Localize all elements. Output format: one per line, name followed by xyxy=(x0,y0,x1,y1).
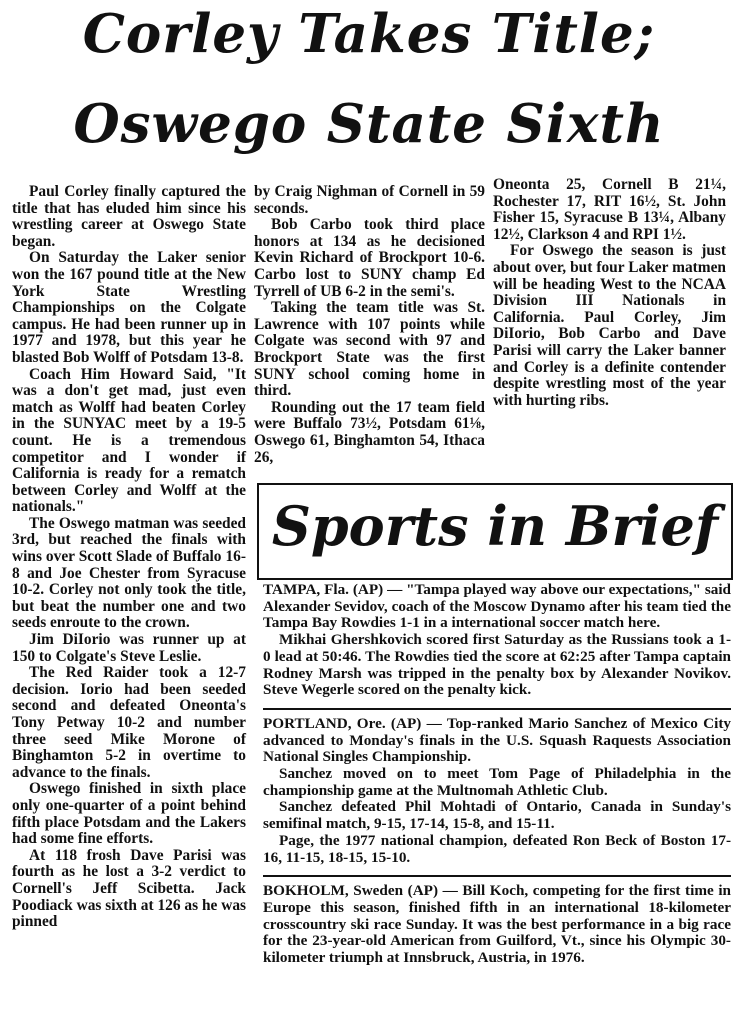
story-paragraph: Oneonta 25, Cornell B 21¼, Rochester 17, RIT 16½, St. John Fisher 15, Syracuse B 13¼, Albany 12½, Clarkson 4 and RPI 1½. xyxy=(493,176,726,243)
story-paragraph: The Red Raider took a 12-7 decision. Iorio had been seeded second and defeated Oneonta's Tony Petway 10-2 and number three seed Mike Morone of Binghamton 5-2 in overtime to advance to the finals. xyxy=(12,664,246,781)
story-paragraph: On Saturday the Laker senior won the 167 pound title at the New York State Wrestling Championships on the Colgate campus. He had been runner up in 1977 and 1978, but this year he blasted Bob Wolff of Potsdam 13-8. xyxy=(12,249,246,366)
story-column-1 xyxy=(12,184,246,931)
brief-paragraph: Sanchez moved on to meet Tom Page of Philadelphia in the championship game at the Multnomah Athletic Club. xyxy=(263,765,731,799)
brief-paragraph: BOKHOLM, Sweden (AP) — Bill Koch, competing for the first time in Europe this season, finished fifth in an international 18-kilometer crosscountry ski race Sunday. It was the best performance in a big race for the 23-year-old American from Guilford, Vt., since his Olympic 30-kilometer triumph at Innsbruck, Austria, in 1976. xyxy=(263,882,731,967)
headline-line-2: Oswego State Sixth xyxy=(73,93,665,155)
story-paragraph: Oswego finished in sixth place only one-quarter of a point behind fifth place Potsdam and the Lakers had some fine efforts. xyxy=(12,780,246,848)
brief-paragraph: Sanchez defeated Phil Mohtadi of Ontario, Canada in Sunday's semifinal match, 9-15, 17-14, 15-8, and 15-11. xyxy=(263,798,731,833)
brief-paragraph: Mikhai Ghershkovich scored first Saturday as the Russians took a 1-0 lead at 50:46. The Rowdies tied the score at 62:25 after Tampa captain Rodney Marsh was tripped in the penalty box by Alexander Novikov. Steve Wegerle scored on the penalty kick. xyxy=(263,631,731,699)
story-paragraph: Jim DiIorio was runner up at 150 to Colgate's Steve Leslie. xyxy=(12,631,246,665)
story-divider xyxy=(263,708,731,710)
story-column-2 xyxy=(254,184,485,466)
story-column-3 xyxy=(493,177,726,409)
story-paragraph: Paul Corley finally captured the title that has eluded him since his wrestling career at Oswego State began. xyxy=(12,183,246,250)
briefs-section xyxy=(263,580,731,967)
brief-paragraph: Page, the 1977 national champion, defeated Ron Beck of Boston 17-16, 11-15, 18-15, 15-10. xyxy=(263,831,731,866)
story-paragraph: Bob Carbo took third place honors at 134 as he decisioned Kevin Richard of Brockport 10-6. Carbo lost to SUNY champ Ed Tyrrell of UB 6-2 in the semi's. xyxy=(254,216,485,300)
sports-in-brief-title: Sports in Brief xyxy=(271,494,719,558)
headline-line-1: Corley Takes Title; xyxy=(82,3,656,65)
story-paragraph: Taking the team title was St. Lawrence with 107 points while Colgate was second with 97 and Brockport State was the first SUNY school coming home in third. xyxy=(254,299,485,400)
brief-paragraph: TAMPA, Fla. (AP) — "Tampa played way above our expectations," said Alexander Sevidov, coach of the Moscow Dynamo after his team tied the Tampa Bay Rowdies 1-1 in a international soccer match here. xyxy=(263,581,731,632)
story-paragraph: Coach Him Howard Said, "It was a don't get mad, just even match as Wolff had beaten Corley in the SUNYAC meet by a 19-5 count. He is a tremendous competitor and I wonder if California is ready for a rematch between Corley and Wolff at the nationals." xyxy=(12,365,246,516)
story-paragraph: Rounding out the 17 team field were Buffalo 73½, Potsdam 61⅛, Oswego 61, Binghamton 54, Ithaca 26, xyxy=(254,398,485,466)
brief-paragraph: PORTLAND, Ore. (AP) — Top-ranked Mario Sanchez of Mexico City advanced to Monday's finals in the U.S. Squash Raquests Association National Singles Championship. xyxy=(263,714,731,766)
story-paragraph: At 118 frosh Dave Parisi was fourth as he lost a 3-2 verdict to Cornell's Jeff Scibetta. Jack Poodiack was sixth at 126 as he was pinned xyxy=(12,846,246,931)
story-paragraph: For Oswego the season is just about over, but four Laker matmen will be heading West to the NCAA Division III Nationals in California. Paul Corley, Jim DiIorio, Bob Carbo and Dave Parisi will carry the Laker banner and Corley is a definite contender despite wrestling most of the year with hurting ribs. xyxy=(493,242,726,409)
story-divider xyxy=(263,875,731,877)
brief-story-portland xyxy=(263,716,731,866)
story-paragraph: by Craig Nighman of Cornell in 59 seconds. xyxy=(254,183,485,217)
brief-story-bokholm xyxy=(263,883,731,967)
brief-story-tampa xyxy=(263,580,731,699)
sports-in-brief-header-box xyxy=(257,483,733,580)
story-paragraph: The Oswego matman was seeded 3rd, but reached the finals with wins over Scott Slade of Buffalo 16-8 and Joe Chester from Syracuse 10-2. Corley not only took the title, but beat the number one and two seeds enroute to the crown. xyxy=(12,514,246,632)
